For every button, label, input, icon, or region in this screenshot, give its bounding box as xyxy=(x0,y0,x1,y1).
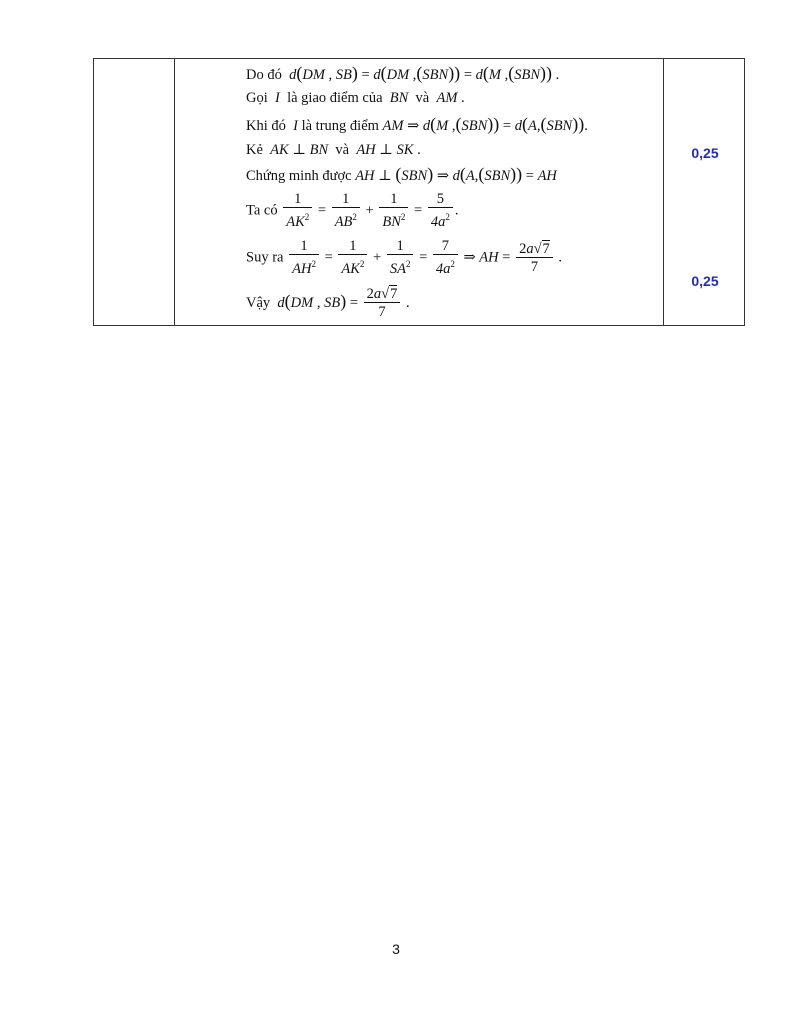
line-prefix: Vậy xyxy=(246,294,271,311)
solution-content xyxy=(246,59,736,325)
solution-line-1: Do đó d(DM , SB) = d(DM ,(SBN)) = d(M ,(SBN)) . xyxy=(246,63,560,83)
solution-line-7: Suy ra $\frac{1}{AH^2}$ = $\frac{1}{AK^2}$ + $\frac{1}{SA^2}$ = $\frac{7}{4a^2}$ ⇒ AH = $\frac{2a√7}{7}$ . xyxy=(246,238,563,277)
score-value: 0,25 xyxy=(691,273,719,289)
answer-table xyxy=(93,58,745,326)
solution-line-8: Vậy d(DM , SB) = $\frac{2a√7}{7}$ . xyxy=(246,286,410,320)
column-divider xyxy=(174,59,175,325)
solution-line-6: Ta có $\frac{1}{AK^2}$ = $\frac{1}{AB^2}$ + $\frac{1}{BN^2}$ = $\frac{5}{4a^2}$ . xyxy=(246,191,459,230)
line-prefix: Ta có xyxy=(246,202,278,219)
page-number: 3 xyxy=(392,941,400,957)
score-value: 0,25 xyxy=(691,145,719,161)
solution-line-4: Kẻ AK ⊥ BN và AH ⊥ SK . xyxy=(246,142,421,158)
solution-line-3: Khi đó I là trung điểm AM ⇒ d(M ,(SBN)) = d(A,(SBN)). xyxy=(246,114,588,134)
solution-line-5: Chứng minh được AH ⊥ (SBN) ⇒ d(A,(SBN)) = AH xyxy=(246,164,557,184)
solution-line-2: Gọi I là giao điểm của BN và AM . xyxy=(246,90,465,106)
line-prefix: Suy ra xyxy=(246,249,284,266)
